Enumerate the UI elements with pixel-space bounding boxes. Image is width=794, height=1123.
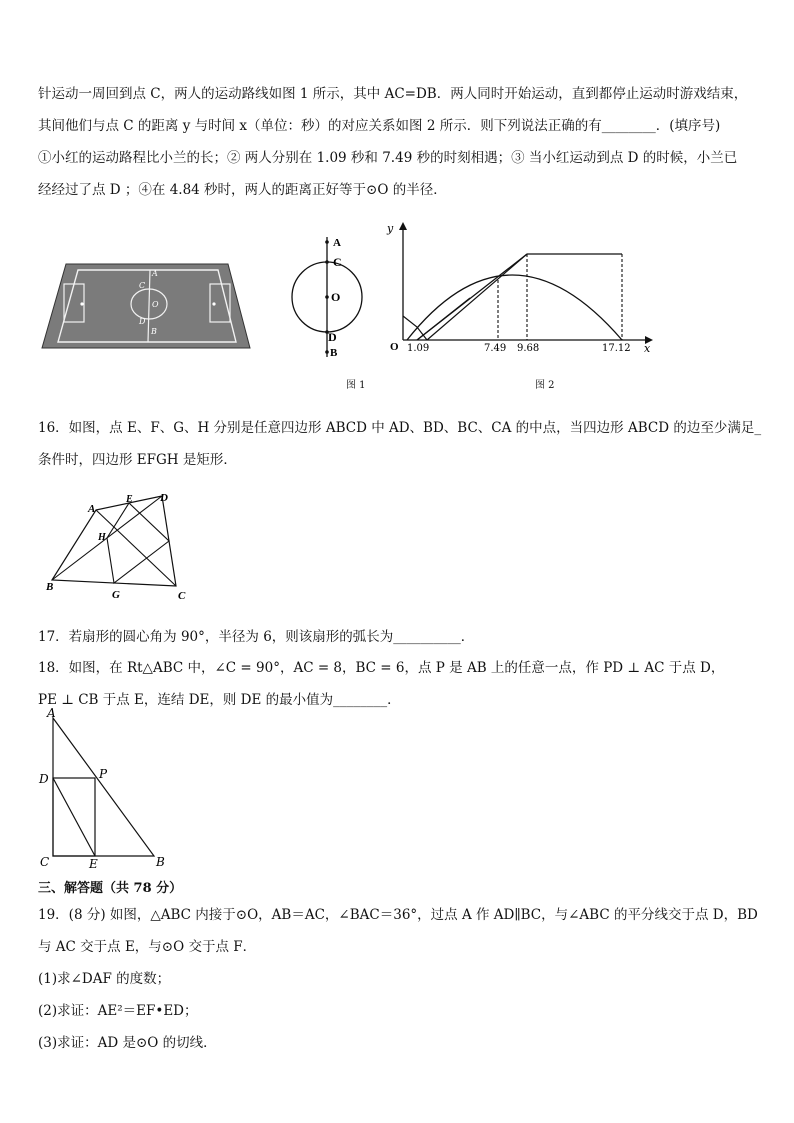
q18-label-e: E <box>89 857 98 871</box>
field-label-o: O <box>152 300 159 309</box>
fig1-label-a: A <box>333 237 341 249</box>
q18-line-2: PE ⊥ CB 于点 E，连结 DE，则 DE 的最小值为________． <box>38 692 401 708</box>
q16-label-g: G <box>112 589 120 601</box>
field-label-a: A <box>152 269 158 278</box>
q16-label-a: A <box>88 503 96 515</box>
x-axis-label: x <box>644 342 651 355</box>
figure-1-caption: 图 1 <box>346 380 366 391</box>
tick-17-12: 17.12 <box>602 343 631 354</box>
q17-text: 17．若扇形的圆心角为 90°，半径为 6，则该扇形的弧长为__________． <box>38 629 475 645</box>
q18-triangle-figure <box>36 706 176 871</box>
q16-line-1: 16．如图，点 E、F、G、H 分别是任意四边形 ABCD 中 AD、BD、BC、CA 的中点，当四边形 ABCD 的边至少满足_ <box>38 420 762 436</box>
q19-part-1: (1)求∠DAF 的度数； <box>38 971 171 987</box>
q18-label-c: C <box>40 855 50 869</box>
q19-part-2: (2)求证：AE²＝EF•ED； <box>38 1003 198 1019</box>
q18-line-1: 18．如图，在 Rt△ABC 中，∠C = 90°，AC = 8，BC = 6，点 P 是 AB 上的任意一点，作 PD ⊥ AC 于点 D， <box>38 660 725 676</box>
q18-label-a: A <box>47 706 56 720</box>
tick-1-09: 1.09 <box>407 343 430 354</box>
soccer-field-figure <box>38 260 253 352</box>
q15-line-4: 经经过了点 D ；④在 4.84 秒时，两人的距离正好等于⊙O 的半径． <box>38 182 447 198</box>
q16-line-2: 条件时，四边形 EFGH 是矩形． <box>38 452 237 468</box>
fig1-label-o: O <box>331 290 341 304</box>
q19-line-1: 19．(8 分) 如图，△ABC 内接于⊙O，AB＝AC，∠BAC＝36°，过点 A 作 AD∥BC，与∠ABC 的平分线交于点 D，BD <box>38 907 758 923</box>
fig1-label-b: B <box>330 347 338 359</box>
q16-label-c: C <box>178 590 186 602</box>
q15-line-3: ①小红的运动路程比小兰的长；② 两人分别在 1.09 秒和 7.49 秒的时刻相遇；③ 当小红运动到点 D 的时候，小兰已 <box>38 150 738 166</box>
figure-2-caption: 图 2 <box>535 380 555 391</box>
q18-label-p: P <box>99 767 108 781</box>
tick-9-68: 9.68 <box>517 343 540 354</box>
q16-label-b: B <box>46 581 54 593</box>
field-label-c: C <box>139 281 146 290</box>
origin-label: O <box>390 341 399 353</box>
q19-part-3: (3)求证：AD 是⊙O 的切线． <box>38 1035 217 1051</box>
section-3-title: 三、解答题（共 78 分） <box>38 881 183 896</box>
q15-line-2: 其间他们与点 C 的距离 y 与时间 x（单位：秒）的对应关系如图 2 所示．则下列说法正确的有________．(填序号) <box>38 118 721 134</box>
tick-7-49: 7.49 <box>484 343 507 354</box>
field-label-b: B <box>151 327 157 336</box>
fig1-label-d: D <box>328 330 337 344</box>
q18-label-b: B <box>156 855 165 869</box>
q15-line-1: 针运动一周回到点 C，两人的运动路线如图 1 所示，其中 AC=DB．两人同时开始运动，直到都停止运动时游戏结束， <box>38 86 748 102</box>
field-label-d: D <box>139 317 146 326</box>
q19-line-2: 与 AC 交于点 E，与⊙O 交于点 F． <box>38 939 257 955</box>
q16-label-d: D <box>160 492 168 504</box>
fig1-label-c: C <box>333 255 342 269</box>
figure-2-graph <box>370 220 660 365</box>
figure-1-circle <box>285 232 365 362</box>
q16-quadrilateral-figure <box>40 488 200 603</box>
y-axis-label: y <box>387 222 394 235</box>
q16-label-e: E <box>126 494 133 505</box>
q18-label-d: D <box>39 772 49 786</box>
q16-label-h: H <box>98 532 106 543</box>
